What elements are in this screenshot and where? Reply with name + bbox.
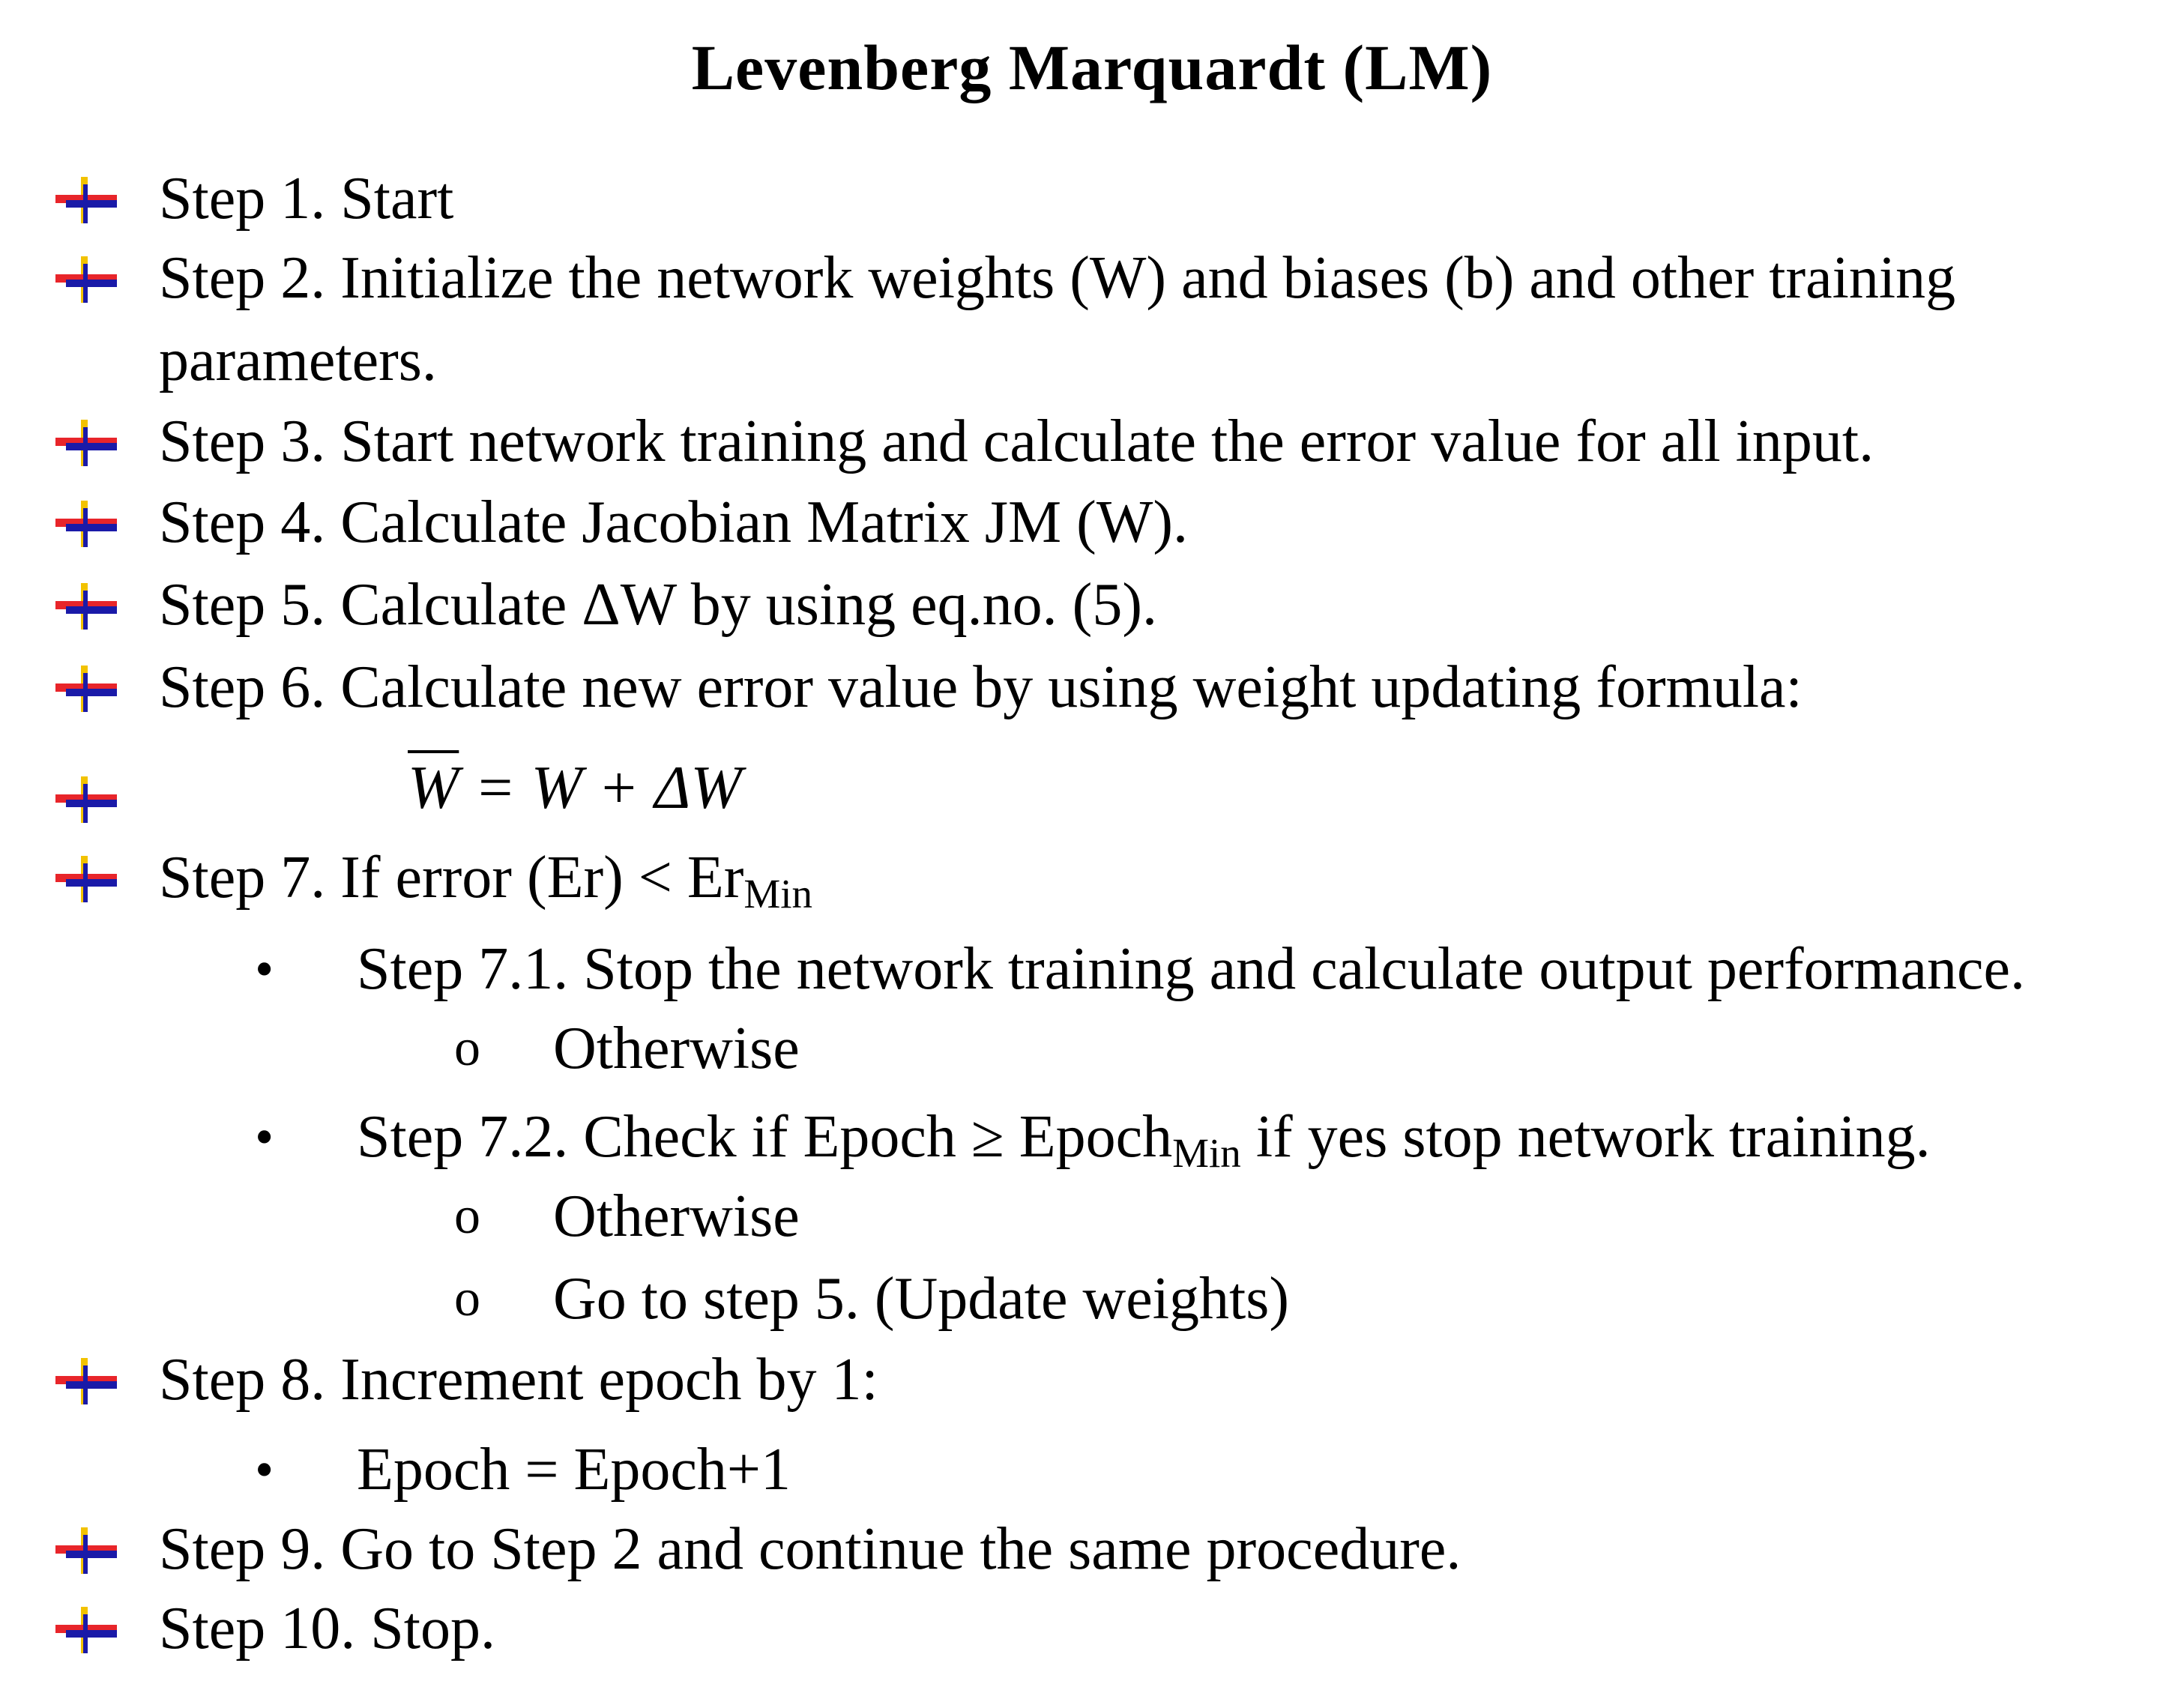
list-item-step-4 xyxy=(0,481,2184,564)
list-item-step-9 xyxy=(0,1508,2184,1590)
step-7-2-subscript: Min xyxy=(1172,1130,1241,1176)
cross-marker-icon xyxy=(55,256,117,303)
cross-marker-icon xyxy=(55,1527,117,1574)
step-7-2-text xyxy=(357,1096,1931,1178)
step-2-text: Step 2. Initialize the network weights (W) and biases (b) and other training xyxy=(159,245,1956,311)
list-item-step-3 xyxy=(0,400,2184,483)
step-1-text: Step 1. Start xyxy=(159,166,454,232)
bullet-dot-icon: • xyxy=(255,1107,274,1167)
list-item-step-2 xyxy=(0,237,2184,319)
step-5-text: Step 5. Calculate ΔW by using eq.no. (5). xyxy=(159,572,1157,638)
list-item-step-5 xyxy=(0,564,2184,646)
epoch-increment-text: Epoch = Epoch+1 xyxy=(357,1437,791,1503)
weight-update-formula xyxy=(408,746,742,829)
step-10-text: Step 10. Stop. xyxy=(159,1596,495,1662)
formula-rest: = W + ΔW xyxy=(459,753,742,821)
list-item-step-8-formula xyxy=(0,1428,2184,1511)
page-title: Levenberg Marquardt (LM) xyxy=(691,31,1493,103)
list-item-step-6 xyxy=(0,646,2184,728)
step-7-2-main: Step 7.2. Check if Epoch ≥ Epoch xyxy=(357,1104,1173,1170)
step-8-text: Step 8. Increment epoch by 1: xyxy=(159,1347,878,1413)
list-item-step-10 xyxy=(0,1587,2184,1670)
step-9-text: Step 9. Go to Step 2 and continue the same procedure. xyxy=(159,1516,1461,1582)
list-item-step-7 xyxy=(0,836,2184,919)
list-item-step-2-continued xyxy=(0,319,2184,402)
step-7-subscript: Min xyxy=(743,871,813,917)
circle-bullet-icon: o xyxy=(454,1270,480,1327)
list-item-formula xyxy=(0,746,2184,829)
cross-marker-icon xyxy=(55,177,117,223)
bullet-dot-icon: • xyxy=(255,1440,274,1500)
bullet-dot-icon: • xyxy=(255,939,274,999)
cross-marker-icon xyxy=(55,856,117,902)
list-item-step-7-2 xyxy=(0,1096,2184,1178)
step-3-text: Step 3. Start network training and calculate the error value for all input. xyxy=(159,408,1874,474)
list-item-step-8 xyxy=(0,1339,2184,1421)
otherwise-text: Otherwise xyxy=(553,1015,800,1081)
step-6-text: Step 6. Calculate new error value by using weight updating formula: xyxy=(159,654,1803,720)
list-item-step-7-1 xyxy=(0,928,2184,1010)
step-7-1-text: Step 7.1. Stop the network training and calculate output performance. xyxy=(357,936,2026,1002)
cross-marker-icon xyxy=(55,776,117,823)
circle-bullet-icon: o xyxy=(454,1019,480,1077)
cross-marker-icon xyxy=(55,583,117,630)
cross-marker-icon xyxy=(55,1358,117,1404)
step-7-main: Step 7. If error (Er) < Er xyxy=(159,845,744,911)
list-item-step-7-1-otherwise xyxy=(0,1007,2184,1090)
step-2-text-continued: parameters. xyxy=(159,328,437,393)
cross-marker-icon xyxy=(55,1607,117,1653)
cross-marker-icon xyxy=(55,501,117,547)
list-item-step-1 xyxy=(0,157,2184,240)
step-4-text: Step 4. Calculate Jacobian Matrix JM (W). xyxy=(159,489,1188,555)
circle-bullet-icon: o xyxy=(454,1187,480,1245)
goto-step-5-text: Go to step 5. (Update weights) xyxy=(553,1266,1290,1332)
step-7-2-tail: if yes stop network training. xyxy=(1240,1104,1931,1170)
cross-marker-icon xyxy=(55,666,117,712)
step-7-text xyxy=(159,836,812,919)
list-item-step-7-2-goto xyxy=(0,1258,2184,1340)
otherwise-text: Otherwise xyxy=(553,1183,800,1249)
list-item-step-7-2-otherwise xyxy=(0,1175,2184,1258)
w-bar-symbol: $\overline{W}$ xyxy=(408,753,459,821)
cross-marker-icon xyxy=(55,420,117,466)
